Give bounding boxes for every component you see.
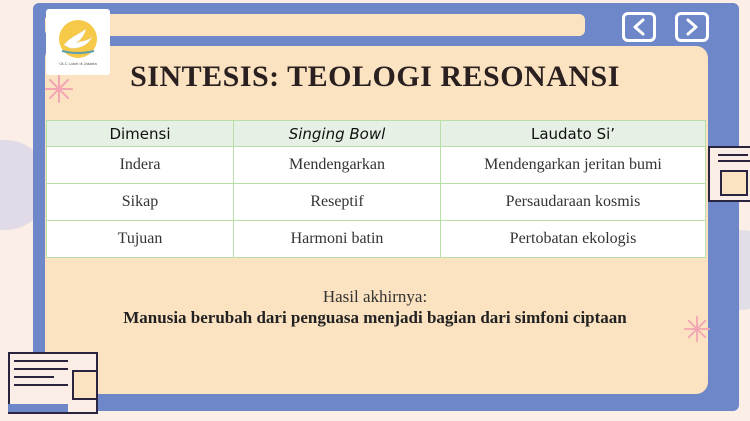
table-header-row <box>47 121 706 147</box>
previous-slide-button[interactable] <box>622 12 656 42</box>
table-row <box>47 221 706 258</box>
decorative-bar <box>8 404 68 412</box>
chevron-left-icon <box>632 18 646 36</box>
column-header-singing-bowl: Singing Bowl <box>234 121 441 147</box>
dove-logo-icon <box>56 19 100 59</box>
title-strip <box>45 14 585 36</box>
table-cell: Tujuan <box>47 221 234 258</box>
chevron-right-icon <box>685 18 699 36</box>
table-row <box>47 147 706 184</box>
column-header-laudato-si: Laudato Si’ <box>441 121 706 147</box>
table-cell: Persaudaraan kosmis <box>441 184 706 221</box>
slide-title: SINTESIS: TEOLOGI RESONANSI <box>130 60 620 93</box>
result-intro: Hasil akhirnya: <box>322 287 428 306</box>
column-header-dimensi: Dimensi <box>47 121 234 147</box>
table-cell: Sikap <box>47 184 234 221</box>
result-statement: Manusia berubah dari penguasa menjadi bagian dari simfoni ciptaan <box>123 308 627 327</box>
decorative-card-right <box>708 146 750 202</box>
logo-text: OLC Lukel di Jakarta <box>59 60 97 66</box>
table-cell: Harmoni batin <box>234 221 441 258</box>
table-cell: Indera <box>47 147 234 184</box>
table-cell: Mendengarkan <box>234 147 441 184</box>
table-row <box>47 184 706 221</box>
table-cell: Pertobatan ekologis <box>441 221 706 258</box>
next-slide-button[interactable] <box>675 12 709 42</box>
table-cell: Reseptif <box>234 184 441 221</box>
comparison-table <box>46 120 706 258</box>
table-cell: Mendengarkan jeritan bumi <box>441 147 706 184</box>
